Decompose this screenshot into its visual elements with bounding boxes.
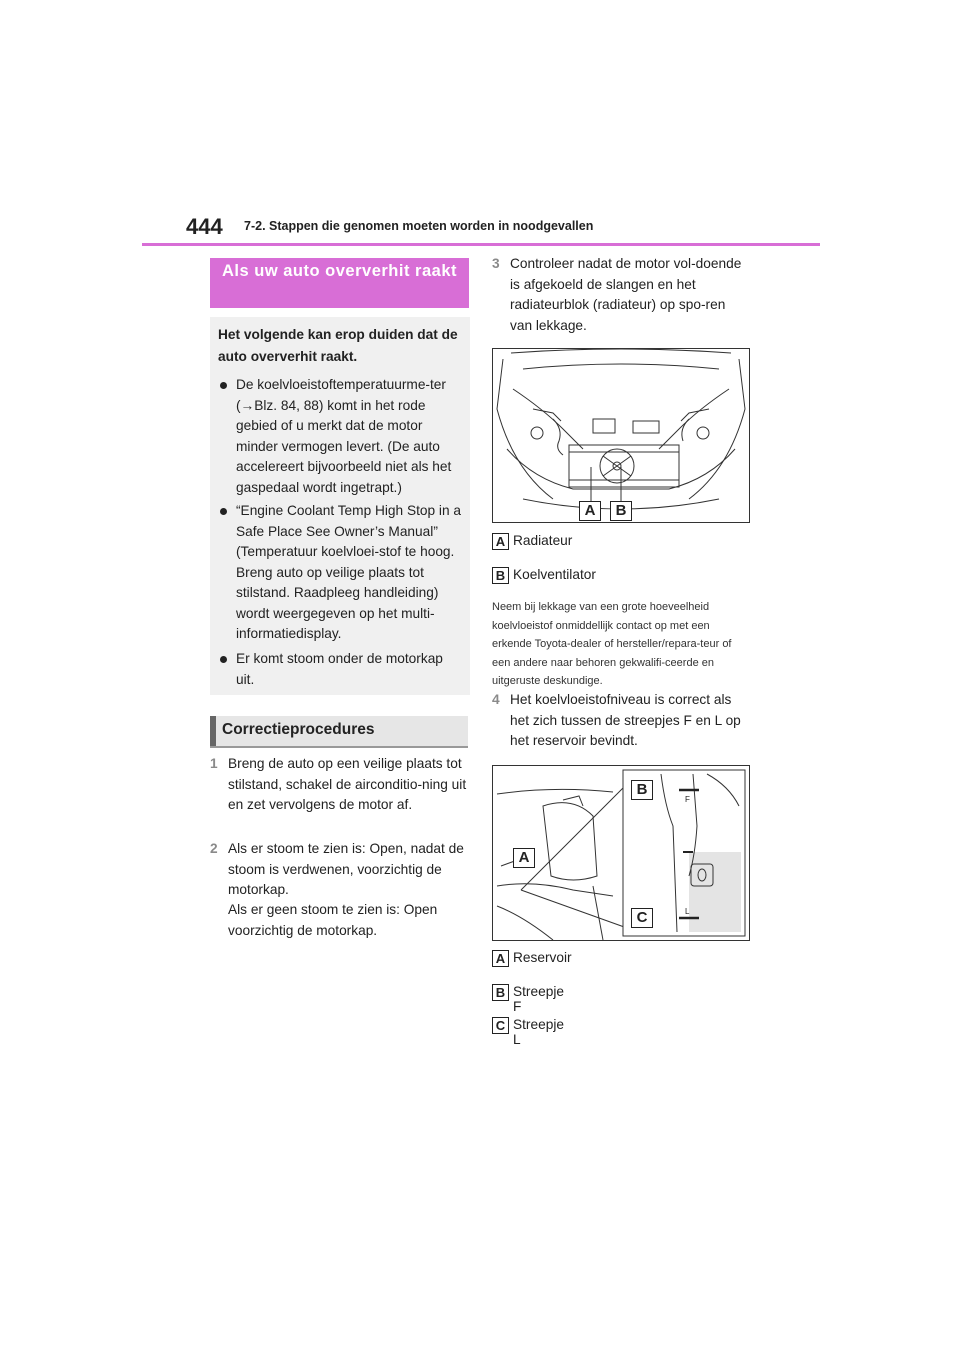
step-text: Het koelvloeistofniveau is correct als het zich tussen de streepjes F en L op het reservoir bevindt. (510, 692, 741, 748)
leak-note: Neem bij lekkage van een grote hoeveelheid koelvloeistof onmiddellijk contact op met een erkende Toyota-dealer of hersteller/repara-teur of een andere naar behoren gekwalifi-ceerde en uitgeruste deskundige. (492, 601, 732, 687)
legend-key: A (492, 950, 509, 967)
header-divider (142, 243, 820, 246)
step-text: Controleer nadat de motor vol-doende is afgekoeld de slangen en het radiateurblok (radiateur) op spo-ren van lekkage. (510, 256, 742, 333)
legend-key: A (492, 533, 509, 550)
bullet-dot-icon (220, 656, 227, 663)
procedures-heading (210, 716, 468, 748)
step-4 (492, 690, 750, 752)
legend-text: Streepje F (513, 984, 564, 1014)
overheat-title-box (210, 258, 469, 308)
chapter-title: 7-2. Stappen die genomen moeten worden in noodgevallen (244, 219, 594, 233)
procedures-title: Correctieprocedures (222, 721, 375, 738)
step-number: 3 (492, 256, 500, 271)
legend-key: B (492, 984, 509, 1001)
overheat-bullet (218, 375, 463, 498)
step-1 (210, 754, 468, 816)
bullet-text: De koelvloeistoftemperatuurme-ter (→Blz. 84, 88) komt in het rode gebied of u merkt dat de motor minder vermogen levert. (De auto accelereert bijvoorbeeld niet als het gaspedaal wordt ingetrapt.) (236, 377, 452, 495)
step-3 (492, 254, 750, 336)
legend-text: Koelventilator (513, 567, 596, 582)
step-2-continued (210, 900, 468, 941)
mark-l: L (685, 907, 690, 916)
legend-key: B (492, 567, 509, 584)
page-number: 444 (186, 214, 223, 239)
step-number: 4 (492, 692, 500, 707)
step-text: Als er stoom te zien is: Open, nadat de stoom is verdwenen, voorzichtig de motorkap. (228, 841, 464, 897)
mark-f: F (685, 795, 690, 804)
overheat-bullet (218, 649, 463, 690)
overheat-intro: Het volgende kan erop duiden dat de auto oververhit raakt. (218, 327, 458, 364)
step-text: Als er geen stoom te zien is: Open voorzichtig de motorkap. (228, 902, 438, 938)
legend-key: C (492, 1017, 509, 1034)
bullet-text: Er komt stoom onder de motorkap uit. (236, 651, 443, 687)
engine-bay-drawing (493, 349, 749, 522)
overheat-bullet (218, 501, 463, 645)
step-text: Breng de auto op een veilige plaats tot stilstand, schakel de airconditio-ning uit en zet vervolgens de motor af. (228, 756, 467, 812)
step-2 (210, 839, 468, 901)
figure-tag-a: A (579, 501, 601, 521)
overheat-title: Als uw auto oververhit raakt (222, 262, 457, 280)
figure-tag-a: A (513, 848, 535, 868)
legend-text: Reservoir (513, 950, 572, 965)
figure-tag-b: B (631, 780, 653, 800)
step-number: 2 (210, 841, 218, 856)
bullet-dot-icon (220, 382, 227, 389)
reservoir-illustration (492, 765, 750, 941)
legend-text: Streepje L (513, 1017, 564, 1047)
section-bar (210, 716, 216, 746)
figure-tag-b: B (610, 501, 632, 521)
bullet-text: “Engine Coolant Temp High Stop in a Safe Place See Owner’s Manual” (Temperatuur koelvloei-stof te hoog. Breng auto op veilige plaats tot stilstand. Raadpleeg handleiding) wordt weergegeven op het multi-informatiedisplay. (236, 503, 461, 641)
step-number: 1 (210, 756, 218, 771)
bullet-dot-icon (220, 508, 227, 515)
engine-bay-illustration (492, 348, 750, 523)
figure-tag-c: C (631, 908, 653, 928)
legend-text: Radiateur (513, 533, 573, 548)
